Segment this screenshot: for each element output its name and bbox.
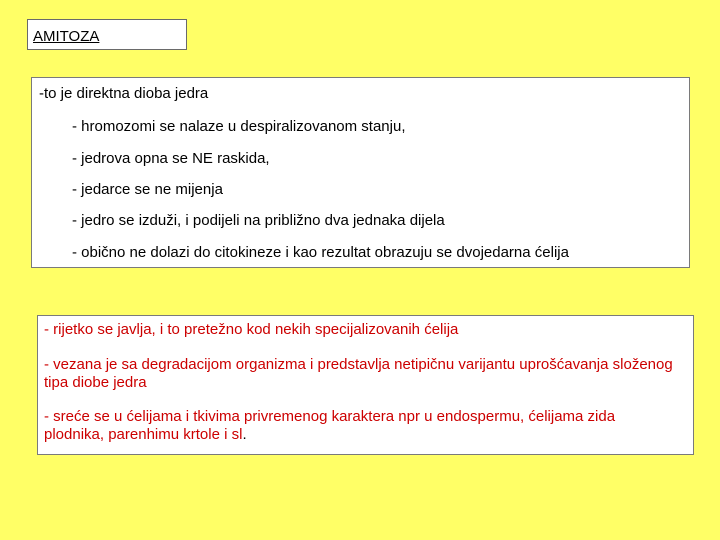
definition-item: - jedro se izduži, i podijeli na približno dva jednaka dijela: [72, 212, 445, 229]
note-item: - vezana je sa degradacijom organizma i predstavlja netipičnu varijantu uprošćavanja složenog tipa diobe jedra: [44, 356, 673, 391]
definition-item: - jedarce se ne mijenja: [72, 181, 223, 198]
title-box: [27, 19, 187, 50]
definition-item: - jedrova opna se NE raskida,: [72, 150, 270, 167]
note-item-text: - sreće se u ćelijama i tkivima privremenog karaktera npr u endospermu, ćelijama zida plodnika, parenhimu krtole i sl: [44, 408, 616, 443]
definition-item: - obično ne dolazi do citokineze i kao rezultat obrazuju se dvojedarna ćelija: [72, 244, 569, 261]
definition-box: [31, 77, 690, 268]
page-title: AMITOZA: [33, 28, 100, 45]
note-item: [44, 408, 674, 444]
definition-item: - hromozomi se nalaze u despiralizovanom stanju,: [72, 118, 406, 135]
note-item: - rijetko se javlja, i to pretežno kod nekih specijalizovanih ćelija: [44, 321, 459, 338]
notes-box: [37, 315, 694, 455]
note-item-tail: .: [242, 426, 247, 443]
definition-intro: -to je direktna dioba jedra: [39, 85, 209, 102]
